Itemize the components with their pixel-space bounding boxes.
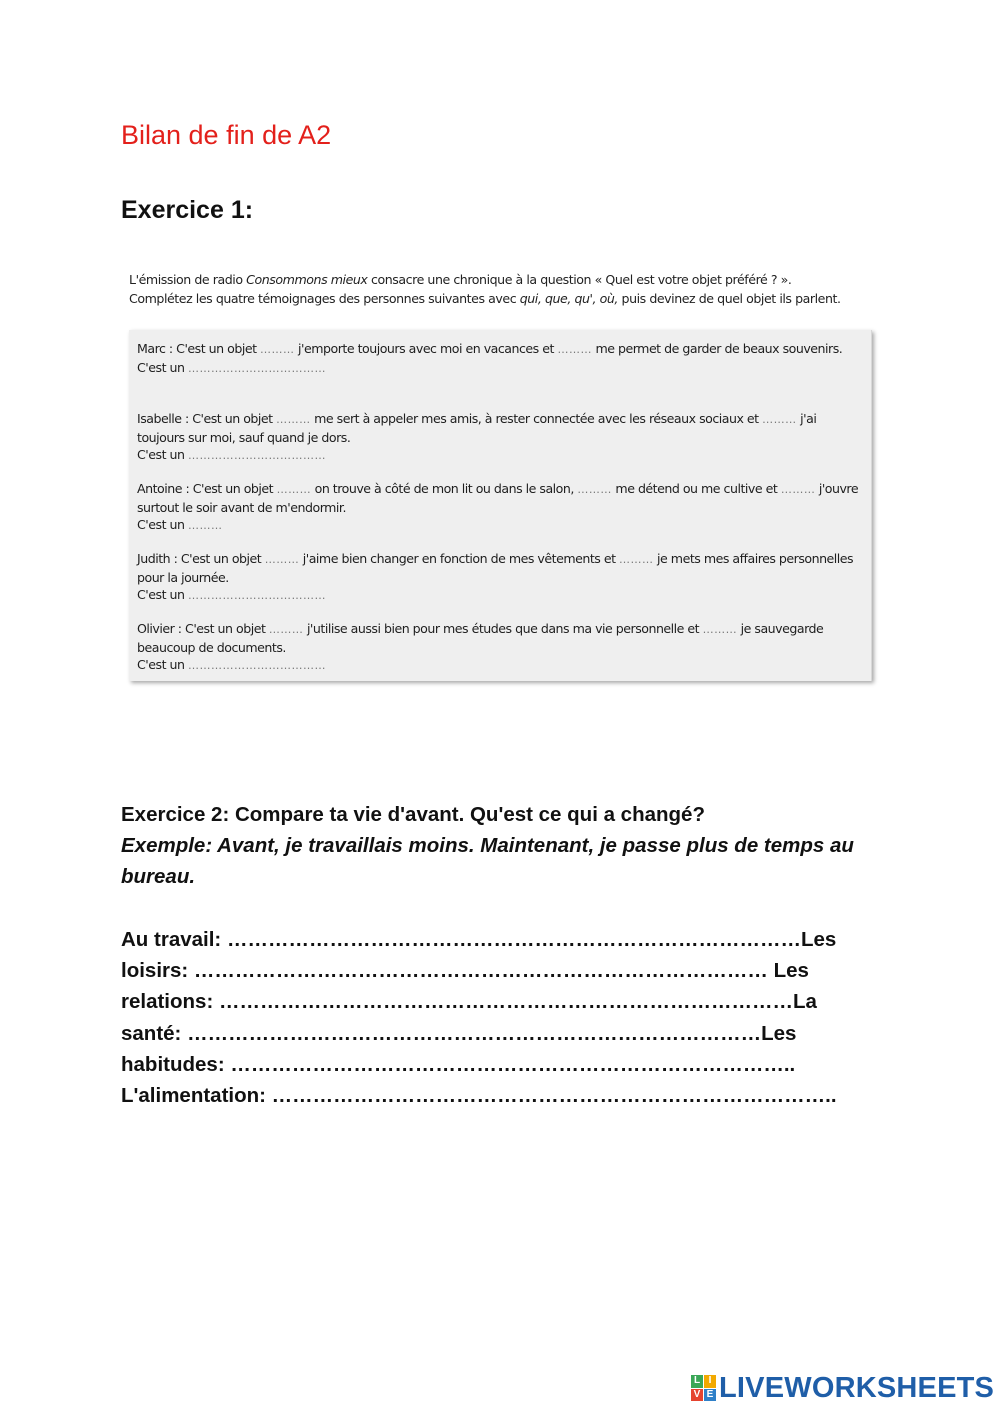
blank-gap[interactable]: ……… [557,343,592,356]
blank-gap[interactable]: ……… [260,343,295,356]
prompt-label: Au travail: [121,928,222,951]
exercise2-heading: Exercice 2: Compare ta vie d'avant. Qu'est ce qui a changé? [121,803,705,826]
entry-sentence: Isabelle : C'est un objet ……… me sert à appeler mes amis, à rester connectée avec les réseaux sociaux et ……… j'ai toujours sur moi, sauf quand je dors. [137,411,817,445]
blank-gap[interactable]: ……… [762,413,797,426]
blank-gap[interactable]: ……… [702,623,738,636]
entry-answer: C'est un ……………………………… [137,587,326,602]
entry-sentence: Antoine : C'est un objet ……… on trouve à côté de mon lit ou dans le salon, ……… me détend ou me cultive et ……… j'ouvre surtout le soir avant de m'endormir. [137,481,859,515]
liveworksheets-logo-icon [691,1375,716,1401]
instructions-words: qui, que, qu', où, [519,290,618,306]
logo-letter: I [704,1375,716,1388]
liveworksheets-logo [691,1372,994,1404]
entry-answer: C'est un ……………………………… [137,657,326,672]
instructions-text: puis devinez de quel objet ils parlent. [617,290,841,306]
entry-sentence: Judith : C'est un objet ……… j'aime bien changer en fonction de mes vêtements et ……… je mets mes affaires personnelles pour la journée. [137,551,854,585]
blank-gap[interactable]: ……… [264,553,300,566]
answer-blank[interactable]: ……………………………… [188,361,326,375]
answer-blank[interactable]: ……… [188,519,223,532]
entry-olivier [137,620,863,690]
answer-blank[interactable]: ……………………………… [188,449,326,462]
answer-blank[interactable]: ……………………………… [188,589,326,602]
exercise1-instructions [129,271,849,308]
exercise1-heading: Exercice 1: [121,196,254,224]
instructions-text: L'émission de radio [129,272,247,287]
entry-answer: C'est un ……… [137,517,223,532]
prompt-label: Les relations: [121,959,809,1014]
blank-gap[interactable]: ……… [780,483,816,496]
entry-antoine [137,480,863,550]
entry-answer: C'est un ……………………………… [137,447,326,462]
prompt-label: L'alimentation: [121,1084,266,1108]
entry-answer: C'est un ……………………………… [137,359,326,375]
prompt-label: Les habitudes: [121,1021,797,1076]
blank-gap[interactable]: ……… [276,413,311,426]
entry-sentence: Olivier : C'est un objet ……… j'utilise aussi bien pour mes études que dans ma vie personnelle et ……… je sauvegarde beaucoup de documents. [137,621,824,655]
exercise2-header [121,799,881,893]
logo-letter: E [704,1389,716,1402]
blank-gap[interactable]: ……… [276,483,312,496]
logo-letter: L [691,1375,703,1388]
blank-gap[interactable]: ……… [268,623,304,636]
entry-sentence: Marc : C'est un objet ……… j'emporte toujours avec moi en vacances et ……… me permet de garder de beaux souvenirs. [137,341,843,356]
entry-isabelle [137,410,863,480]
prompt-blank[interactable]: ………………………………………………………………………… [226,928,801,951]
instructions-show-name: Consommons mieux [246,272,368,287]
exercise2-prompts [121,924,866,1111]
prompt-blank[interactable]: ……………………………………………………………………….. [230,1052,796,1076]
blank-gap[interactable]: ……… [619,553,654,566]
logo-letter: V [691,1389,703,1402]
entry-marc [137,340,863,410]
liveworksheets-logo-text: LIVEWORKSHEETS [719,1371,995,1404]
document-title: Bilan de fin de A2 [121,120,332,150]
prompt-blank[interactable]: ……………………………………………………………………….. [271,1084,837,1108]
prompt-blank[interactable]: ………………………………………………………………………… [218,990,793,1014]
prompt-blank[interactable]: ………………………………………………………………………… [193,959,768,983]
blank-gap[interactable]: ……… [577,483,612,496]
prompt-label: La santé: [121,990,817,1045]
instructions-text: consacre une chronique à la question « Quel est votre objet préféré ? ». Complétez les quatre témoignages des personnes suivantes avec [129,272,792,306]
exercise1-box [129,330,872,681]
prompt-blank[interactable]: ………………………………………………………………………… [187,1021,762,1045]
exercise2-example: Exemple: Avant, je travaillais moins. Maintenant, je passe plus de temps au bureau. [121,834,854,889]
answer-blank[interactable]: ……………………………… [188,659,326,672]
prompt-label: Les loisirs: [121,928,837,983]
entry-judith [137,550,863,620]
